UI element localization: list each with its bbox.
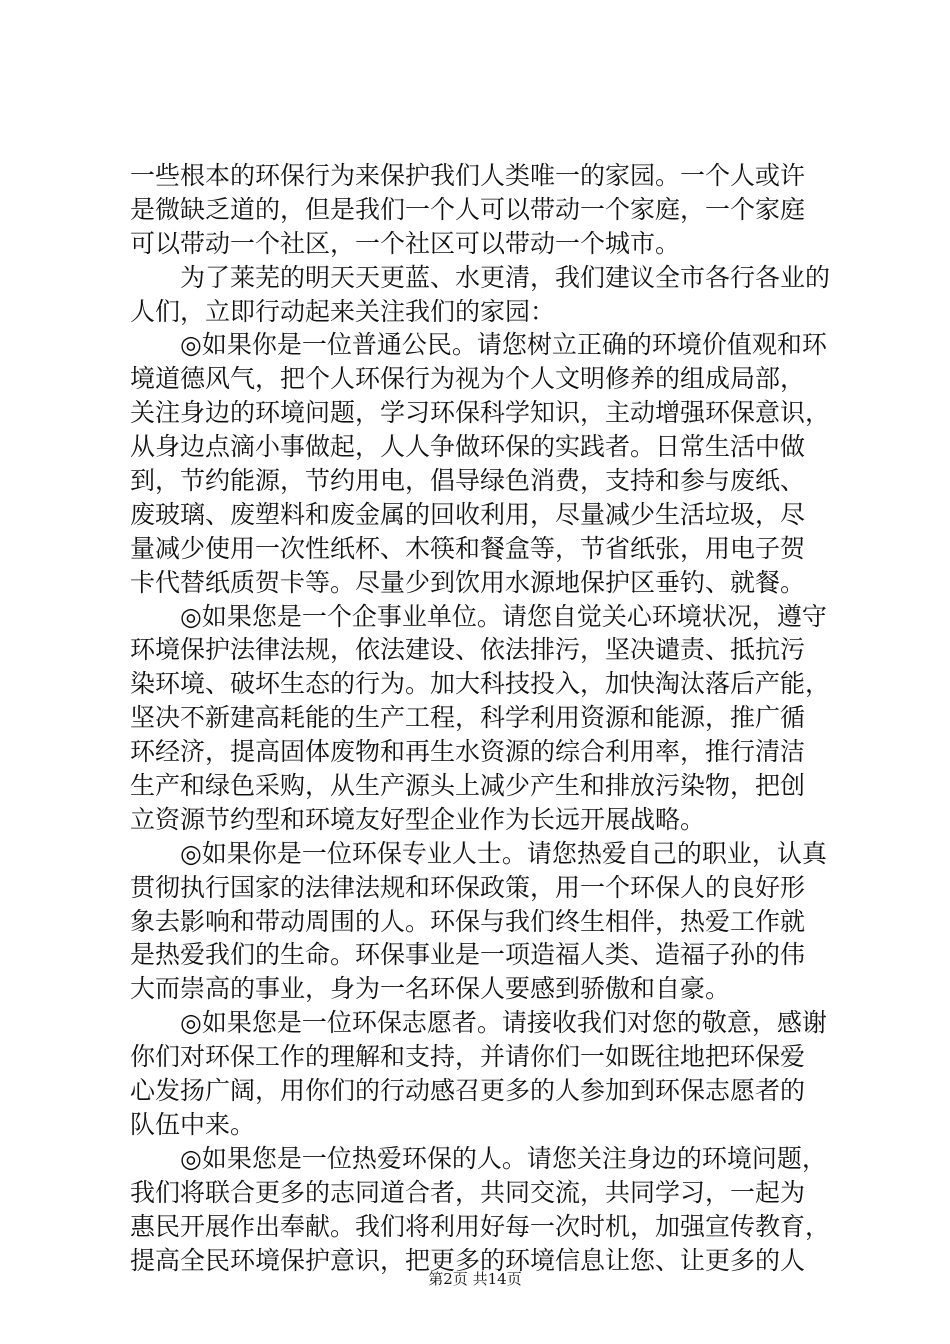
text-line: 心发扬广阔，用你们的行动感召更多的人参加到环保志愿者的 — [130, 1076, 806, 1106]
text-line: 一些根本的环保行为来保护我们人类唯一的家园。一个人或许 — [130, 161, 806, 190]
text-line: 是热爱我们的生命。环保事业是一项造福人类、造福子孙的伟 — [130, 940, 806, 970]
text-line: 你们对环保工作的理解和支持，并请你们一如既往地把环保爱 — [130, 1042, 806, 1072]
page-footer: 第2页 共14页 — [428, 1270, 522, 1288]
text-line: 是微缺乏道的，但是我们一个人可以带动一个家庭，一个家庭 — [130, 194, 806, 224]
text-line: 人们，立即行动起来关注我们的家园： — [130, 296, 556, 326]
text-line: ◎如果你是一位普通公民。请您树立正确的环境价值观和环 — [180, 330, 827, 360]
text-line: 量减少使用一次性纸杯、木筷和餐盒等，节省纸张，用电子贺 — [130, 533, 806, 563]
text-line: 大而崇高的事业，身为一名环保人要感到骄傲和自豪。 — [130, 974, 731, 1004]
text-line: 卡代替纸质贺卡等。尽量少到饮用水源地保护区垂钓、就餐。 — [130, 567, 806, 597]
text-line: ◎如果你是一位环保专业人士。请您热爱自己的职业，认真 — [180, 838, 827, 868]
text-line: 坚决不新建高耗能的生产工程，科学利用资源和能源，推广循 — [130, 703, 806, 733]
text-line: 从身边点滴小事做起，人人争做环保的实践者。日常生活中做 — [130, 432, 806, 462]
text-line: 生产和绿色采购，从生产源头上减少产生和排放污染物，把创 — [130, 771, 806, 801]
text-line: 废玻璃、废塑料和废金属的回收利用，尽量减少生活垃圾，尽 — [130, 499, 806, 529]
text-line: 可以带动一个社区，一个社区可以带动一个城市。 — [130, 228, 681, 258]
text-line: 我们将联合更多的志同道合者，共同交流，共同学习，一起为 — [130, 1177, 806, 1207]
text-line: ◎如果您是一位热爱环保的人。请您关注身边的环境问题， — [180, 1143, 827, 1173]
text-line: 贯彻执行国家的法律法规和环保政策，用一个环保人的良好形 — [130, 872, 806, 902]
text-line: 到，节约能源，节约用电，倡导绿色消费，支持和参与废纸、 — [130, 466, 806, 496]
text-line: 染环境、破坏生态的行为。加大科技投入，加快淘汰落后产能， — [130, 669, 831, 699]
text-line: ◎如果您是一位环保志愿者。请接收我们对您的敬意，感谢 — [180, 1008, 827, 1038]
text-line: 象去影响和带动周围的人。环保与我们终生相伴，热爱工作就 — [130, 906, 806, 936]
document-body — [130, 159, 830, 1277]
text-line: 立资源节约型和环境友好型企业作为长远开展战略。 — [130, 804, 706, 834]
text-line: 关注身边的环境问题，学习环保科学知识，主动增强环保意识， — [130, 398, 831, 428]
text-line: 队伍中来。 — [130, 1109, 256, 1139]
text-line: 提高全民环境保护意识，把更多的环境信息让您、让更多的人 — [130, 1245, 806, 1275]
text-line: 环境保护法律法规，依法建设、依法排污，坚决谴责、抵抗污 — [130, 635, 806, 665]
text-line: 境道德风气，把个人环保行为视为个人文明修养的组成局部， — [130, 364, 806, 394]
text-line: 惠民开展作出奉献。我们将利用好每一次时机，加强宣传教育， — [130, 1211, 831, 1241]
text-line: 为了莱芜的明天天更蓝、水更清，我们建议全市各行各业的 — [180, 262, 831, 292]
text-line: 环经济，提高固体废物和再生水资源的综合利用率，推行清洁 — [130, 737, 806, 767]
text-line: ◎如果您是一个企事业单位。请您自觉关心环境状况，遵守 — [180, 601, 827, 631]
